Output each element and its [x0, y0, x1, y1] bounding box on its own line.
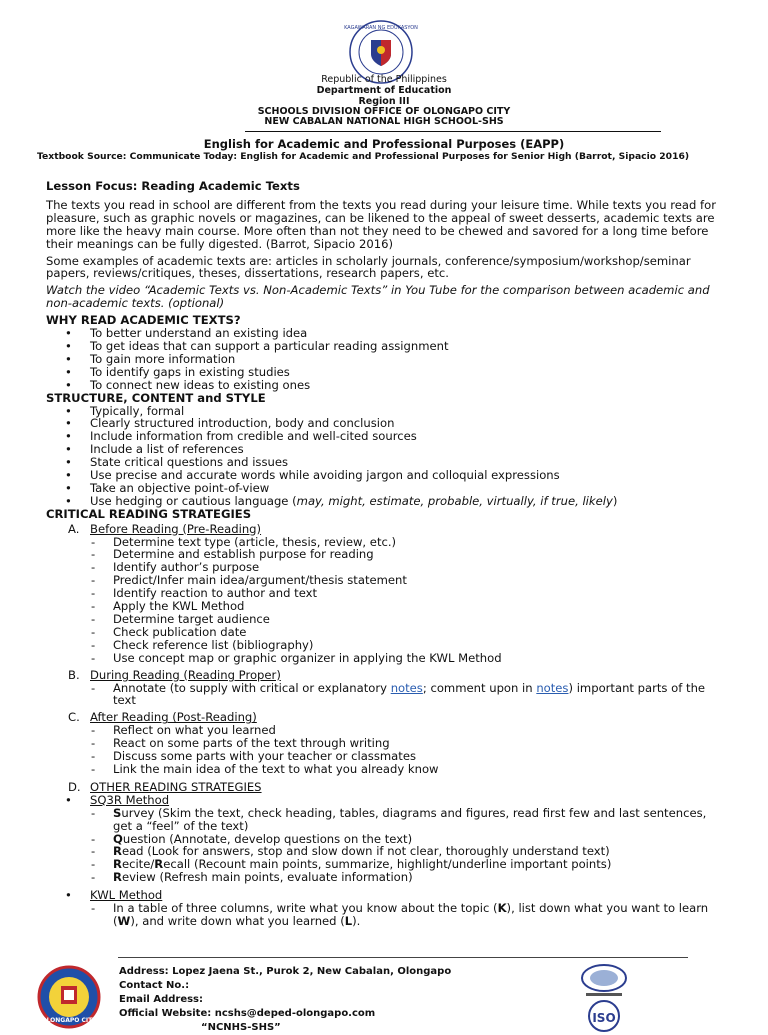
list-item: • Include a list of references	[46, 443, 726, 456]
sq3r-letter: R	[154, 857, 164, 872]
header-department: Department of Education	[316, 85, 452, 96]
kwl-letter: K	[497, 901, 507, 916]
hedging-text: Use hedging or cautious language (	[90, 493, 297, 508]
document-title: English for Academic and Professional Purposes (EAPP)	[203, 137, 565, 151]
critical-heading: CRITICAL READING STRATEGIES	[46, 506, 252, 521]
before-reading-list	[46, 536, 726, 665]
list-item: - Predict/Infer main idea/argument/thesis statement	[46, 574, 726, 587]
list-item: - Discuss some parts with your teacher or classmates	[46, 750, 726, 763]
annotate-text: Annotate (to supply with critical or explanatory	[113, 680, 391, 695]
list-item: • State critical questions and issues	[46, 456, 726, 469]
list-item: - Apply the KWL Method	[46, 600, 726, 613]
sq3r-letter: R	[113, 844, 122, 859]
sq3r-title: • SQ3R Method	[46, 794, 726, 807]
annotate-text: ; comment upon in	[422, 680, 537, 695]
lesson-focus: Lesson Focus: Reading Academic Texts	[46, 179, 300, 193]
list-item: • To get ideas that can support a particular reading assignment	[46, 340, 726, 353]
kwl-text: ), list down what you want to learn (	[113, 901, 709, 928]
why-heading: WHY READ ACADEMIC TEXTS?	[46, 313, 241, 328]
iso-logo	[583, 1000, 625, 1026]
sq3r-letter: R	[113, 857, 122, 872]
list-item	[46, 902, 726, 928]
list-item: • To gain more information	[46, 353, 726, 366]
section-title: After Reading (Post-Reading)	[90, 710, 257, 725]
document-body	[46, 180, 726, 928]
footer-contact-block	[119, 965, 451, 1035]
kwl-text: ), and write down what you learned (	[130, 913, 345, 928]
intro-paragraph: The texts you read in school are different from the texts you read during your leisure time. While texts you read for pleasure, such as graphic novels or magazines, can be likened to the appeal of sweet desserts, academic texts are more like the heavy main course. More often than not they need to be chewed and savored for a long time before their meanings can be fully digested. (Barrot, Sipacio 2016)	[46, 197, 716, 251]
header-division: SCHOOLS DIVISION OFFICE OF OLONGAPO CITY	[257, 106, 511, 117]
list-item: • Use precise and accurate words while avoiding jargon and colloquial expressions	[46, 469, 726, 482]
notes-link[interactable]: notes	[390, 680, 423, 695]
structure-heading: STRUCTURE, CONTENT and STYLE	[46, 390, 266, 405]
structure-list	[46, 405, 726, 508]
section-title: During Reading (Reading Proper)	[90, 667, 281, 682]
list-item	[46, 807, 726, 833]
sq3r-list	[46, 807, 726, 884]
sq3r-letter: Q	[113, 831, 123, 846]
school-logo	[34, 964, 104, 1026]
list-item: • Include information from credible and well-cited sources	[46, 430, 726, 443]
sq3r-letter: S	[113, 805, 122, 820]
list-item: - Determine and establish purpose for reading	[46, 548, 726, 561]
footer-website: Official Website: ncshs@deped-olongapo.com	[119, 1008, 376, 1019]
svg-text:ISO: ISO	[592, 1011, 616, 1025]
section-letter: A.	[68, 521, 80, 536]
kwl-text: ).	[352, 913, 361, 928]
notes-link[interactable]: notes	[536, 680, 569, 695]
why-list	[46, 327, 726, 392]
annotate-text: ) important parts of the text	[113, 680, 706, 708]
section-letter: B.	[68, 667, 80, 682]
kwl-letter: L	[344, 913, 353, 928]
video-note: Watch the video “Academic Texts vs. Non-Academic Texts” in You Tube for the comparison between academic and non-academic texts. (optional)	[46, 283, 710, 311]
list-item: • Typically, formal	[46, 405, 726, 418]
list-item: - Reflect on what you learned	[46, 724, 726, 737]
footer-cut-text: “NCNHS-SHS”	[201, 1022, 281, 1033]
list-item: - Identify reaction to author and text	[46, 587, 726, 600]
svg-text:KAGAWARAN NG EDUKASYON: KAGAWARAN NG EDUKASYON	[344, 25, 418, 31]
list-item: - Identify author’s purpose	[46, 561, 726, 574]
sq3r-text: uestion (Annotate, develop questions on the text)	[122, 831, 413, 846]
header-republic: Republic of the Philippines	[321, 74, 447, 85]
section-other-strategies	[46, 781, 726, 794]
section-before-reading	[46, 523, 726, 536]
svg-text:OLONGAPO CITY: OLONGAPO CITY	[41, 1017, 97, 1024]
list-item: • Take an objective point-of-view	[46, 482, 726, 495]
list-item: - Determine text type (article, thesis, review, etc.)	[46, 536, 726, 549]
textbook-source: Textbook Source: Communicate Today: English for Academic and Professional Purposes for Senior High (Barrot, Sipacio 2016)	[37, 151, 690, 162]
hedging-close: )	[612, 493, 618, 508]
list-item: - Link the main idea of the text to what you already know	[46, 763, 726, 776]
list-item: - Determine target audience	[46, 613, 726, 626]
header-school: NEW CABALAN NATIONAL HIGH SCHOOL-SHS	[264, 116, 504, 127]
list-item: • To connect new ideas to existing ones	[46, 379, 726, 392]
examples-paragraph: Some examples of academic texts are: articles in scholarly journals, conference/symposium/workshop/seminar papers, reviews/critiques, theses, dissertations, research papers, etc.	[46, 253, 691, 281]
during-reading-list	[46, 682, 726, 708]
list-item: - React on some parts of the text through writing	[46, 737, 726, 750]
sq3r-text: ecall (Recount main points, summarize, highlight/underline important points)	[163, 857, 612, 872]
list-item: • Clearly structured introduction, body and conclusion	[46, 417, 726, 430]
kwl-title: • KWL Method	[46, 889, 726, 902]
header-region: Region III	[358, 96, 410, 107]
footer-address: Address: Lopez Jaena St., Purok 2, New Cabalan, Olongapo	[119, 966, 452, 977]
sq3r-text: eview (Refresh main points, evaluate information)	[121, 870, 413, 885]
list-item	[46, 495, 726, 508]
list-item: - Use concept map or graphic organizer in applying the KWL Method	[46, 652, 726, 665]
list-item: • To better understand an existing idea	[46, 327, 726, 340]
sq3r-text: ead (Look for answers, stop and slow down if not clear, thoroughly understand text)	[121, 844, 610, 859]
kwl-letter: W	[117, 913, 131, 928]
list-item: - Check publication date	[46, 626, 726, 639]
sq3r-text: urvey (Skim the text, check heading, tables, diagrams and figures, read first few and last sentences, get a “feel” of the text)	[113, 805, 707, 833]
sq3r-letter: R	[113, 870, 122, 885]
section-letter: C.	[68, 710, 80, 725]
footer-email: Email Address:	[119, 994, 204, 1005]
section-title: Before Reading (Pre-Reading)	[90, 521, 262, 536]
certification-logo	[578, 963, 630, 999]
after-reading-list	[46, 724, 726, 776]
list-item	[46, 871, 726, 884]
header-rule	[245, 131, 661, 132]
kwl-list	[46, 902, 726, 928]
sq3r-text: ecite/	[121, 857, 155, 872]
list-item	[46, 682, 726, 708]
section-letter: D.	[68, 779, 81, 794]
kwl-text: In a table of three columns, write what you know about the topic (	[113, 901, 498, 916]
footer-rule	[118, 957, 688, 958]
list-item: - Check reference list (bibliography)	[46, 639, 726, 652]
footer-contact: Contact No.:	[119, 980, 190, 991]
section-title: OTHER READING STRATEGIES	[90, 779, 262, 794]
list-item: • To identify gaps in existing studies	[46, 366, 726, 379]
hedging-examples: may, might, estimate, probable, virtually, if true, likely	[296, 493, 613, 508]
